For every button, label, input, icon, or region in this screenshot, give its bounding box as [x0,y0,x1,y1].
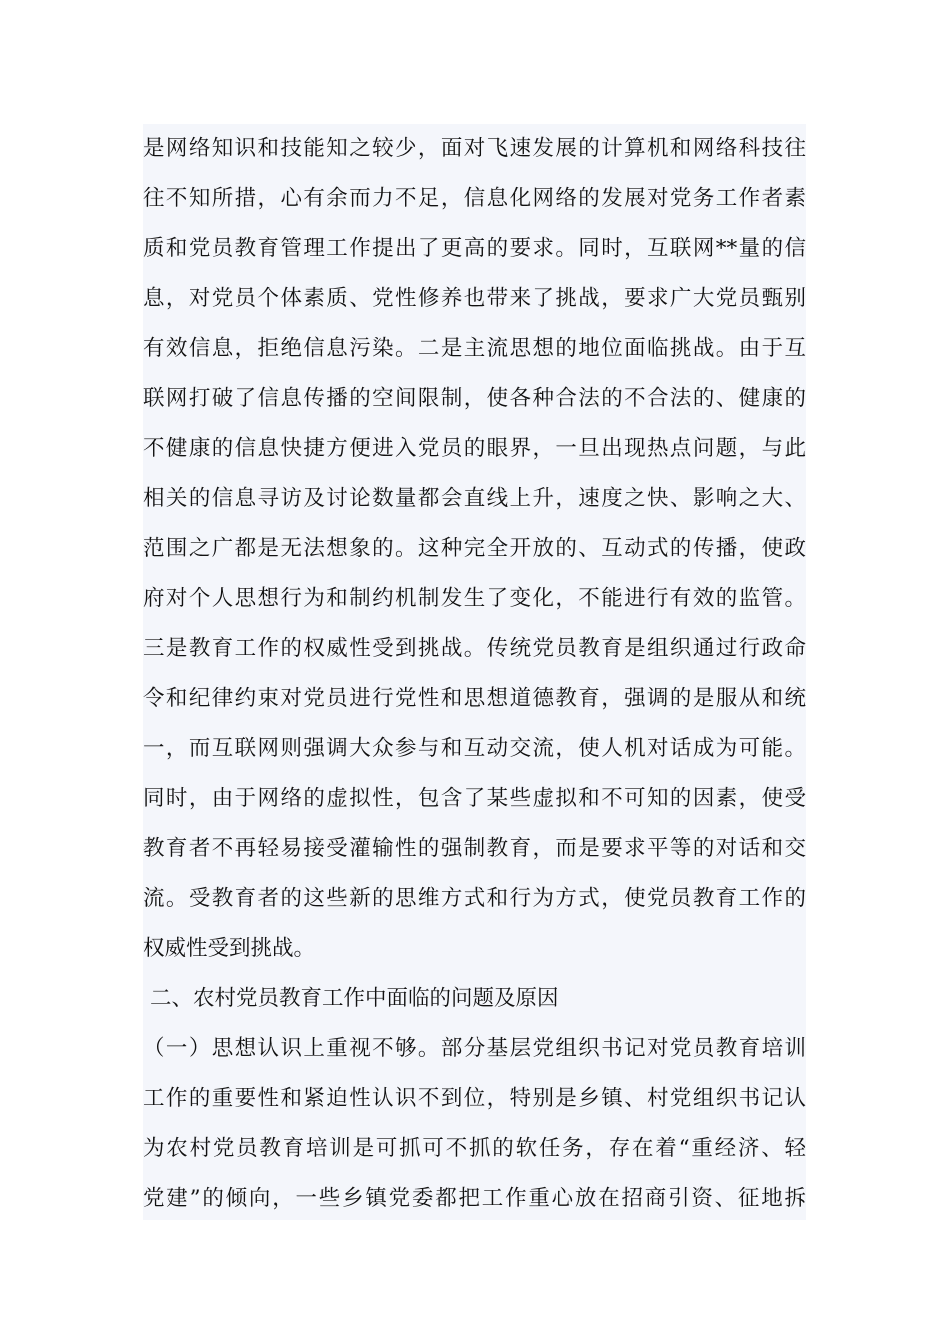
paragraph-line: 往不知所措，心有余而力不足，信息化网络的发展对党务工作者素 [143,186,806,211]
paragraph-line: 有效信息，拒绝信息污染。二是主流思想的地位面临挑战。由于互 [143,336,806,361]
paragraph-line: 令和纪律约束对党员进行党性和思想道德教育，强调的是服从和统 [143,686,806,711]
document-body [143,124,806,1220]
paragraph-line: 质和党员教育管理工作提出了更高的要求。同时，互联网**量的信 [143,236,806,261]
paragraph-line: 不健康的信息快捷方便进入党员的眼界，一旦出现热点问题，与此 [143,436,806,461]
paragraph-line: 教育者不再轻易接受灌输性的强制教育，而是要求平等的对话和交 [143,836,806,861]
paragraph-line: 一，而互联网则强调大众参与和互动交流，使人机对话成为可能。 [143,736,806,761]
paragraph-line: 流。受教育者的这些新的思维方式和行为方式，使党员教育工作的 [143,886,806,911]
paragraph-line: 三是教育工作的权威性受到挑战。传统党员教育是组织通过行政命 [143,636,806,661]
section-heading: 二、农村党员教育工作中面临的问题及原因 [150,986,559,1011]
subsection-line: （一）思想认识上重视不够。部分基层党组织书记对党员教育培训 [143,1036,806,1061]
paragraph-line: 是网络知识和技能知之较少，面对飞速发展的计算机和网络科技往 [143,136,806,161]
paragraph-line: 息，对党员个体素质、党性修养也带来了挑战，要求广大党员甄别 [143,286,806,311]
subsection-line: 为农村党员教育培训是可抓可不抓的软任务，存在着“重经济、轻 [143,1136,806,1161]
subsection-line: 工作的重要性和紧迫性认识不到位，特别是乡镇、村党组织书记认 [143,1086,806,1111]
paragraph-line: 联网打破了信息传播的空间限制，使各种合法的不合法的、健康的 [143,386,806,411]
paragraph-line: 相关的信息寻访及讨论数量都会直线上升，速度之快、影响之大、 [143,486,806,511]
paragraph-line: 范围之广都是无法想象的。这种完全开放的、互动式的传播，使政 [143,536,806,561]
paragraph-line: 权威性受到挑战。 [143,936,316,961]
paragraph-line: 同时，由于网络的虚拟性，包含了某些虚拟和不可知的因素，使受 [143,786,806,811]
paragraph-line: 府对个人思想行为和制约机制发生了变化，不能进行有效的监管。 [143,586,806,611]
subsection-line: 党建”的倾向，一些乡镇党委都把工作重心放在招商引资、征地拆 [143,1186,806,1211]
